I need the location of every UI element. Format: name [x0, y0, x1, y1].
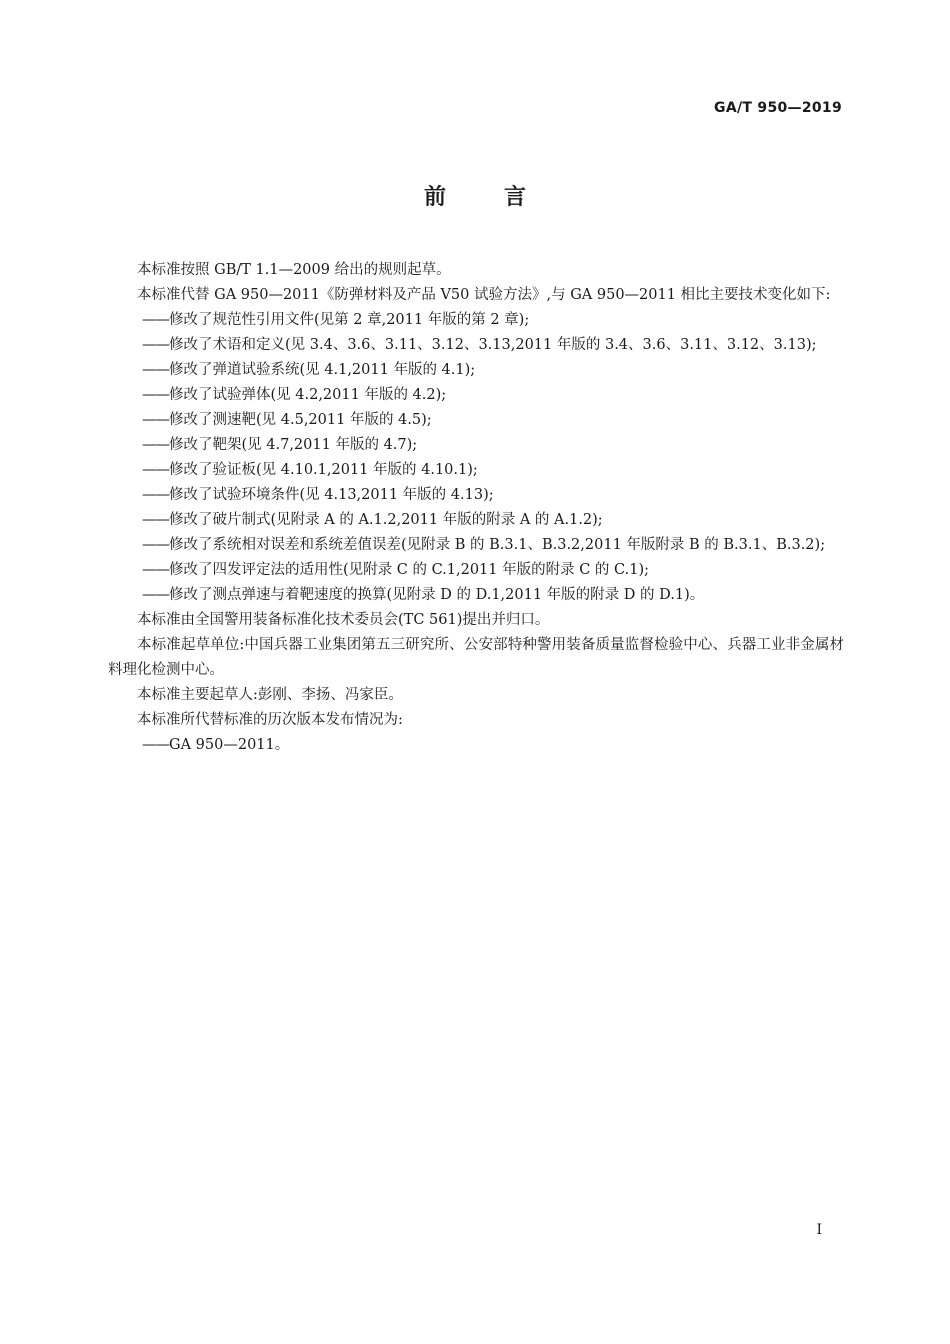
list-dash: —— [142, 387, 169, 403]
change-item-text: 修改了四发评定法的适用性(见附录 C 的 C.1,2011 年版的附录 C 的 C.1); [169, 562, 649, 578]
standard-number: GA/T 950—2019 [714, 100, 842, 116]
list-dash: —— [142, 437, 169, 453]
page-title [0, 180, 950, 211]
change-item-text: 修改了规范性引用文件(见第 2 章,2011 年版的第 2 章); [169, 312, 530, 328]
page-number: I [816, 1222, 822, 1238]
history-item [108, 733, 844, 758]
list-dash: —— [142, 412, 169, 428]
change-item-text: 修改了破片制式(见附录 A 的 A.1.2,2011 年版的附录 A 的 A.1.2); [169, 512, 603, 528]
list-dash: —— [142, 462, 169, 478]
change-item [108, 408, 844, 433]
list-dash: —— [142, 512, 169, 528]
list-dash: —— [142, 737, 169, 753]
list-dash: —— [142, 362, 169, 378]
change-item [108, 483, 844, 508]
change-item-text: 修改了试验弹体(见 4.2,2011 年版的 4.2); [169, 387, 447, 403]
title-char-2: 言 [504, 185, 527, 210]
title-char-1: 前 [423, 185, 446, 210]
change-item-text: 修改了验证板(见 4.10.1,2011 年版的 4.10.1); [169, 462, 478, 478]
change-item [108, 358, 844, 383]
change-item-text: 修改了弹道试验系统(见 4.1,2011 年版的 4.1); [169, 362, 476, 378]
closing-paragraph: 本标准所代替标准的历次版本发布情况为: [137, 712, 403, 728]
change-item-text: 修改了术语和定义(见 3.4、3.6、3.11、3.12、3.13,2011 年版的 3.4、3.6、3.11、3.12、3.13); [169, 337, 817, 353]
intro-paragraph: 本标准代替 GA 950—2011《防弹材料及产品 V50 试验方法》,与 GA 950—2011 相比主要技术变化如下: [137, 287, 831, 303]
list-dash: —— [142, 312, 169, 328]
change-item-text: 修改了系统相对误差和系统差值误差(见附录 B 的 B.3.1、B.3.2,2011 年版附录 B 的 B.3.1、B.3.2); [169, 537, 826, 553]
list-dash: —— [142, 587, 169, 603]
change-item [108, 308, 844, 333]
foreword-body [108, 258, 844, 758]
change-item [108, 383, 844, 408]
change-item-text: 修改了试验环境条件(见 4.13,2011 年版的 4.13); [169, 487, 494, 503]
change-item [108, 533, 844, 558]
change-item [108, 333, 844, 358]
list-dash: —— [142, 337, 169, 353]
change-item [108, 508, 844, 533]
change-item-text: 修改了测速靶(见 4.5,2011 年版的 4.5); [169, 412, 432, 428]
intro-paragraph: 本标准按照 GB/T 1.1—2009 给出的规则起草。 [137, 262, 451, 278]
list-dash: —— [142, 562, 169, 578]
closing-paragraph: 本标准由全国警用装备标准化技术委员会(TC 561)提出并归口。 [137, 612, 550, 628]
closing-paragraph: 本标准起草单位:中国兵器工业集团第五三研究所、公安部特种警用装备质量监督检验中心、兵器工业非金属材料理化检测中心。 [108, 637, 844, 678]
history-item-text: GA 950—2011。 [169, 737, 290, 753]
change-item [108, 583, 844, 608]
change-item [108, 558, 844, 583]
change-item [108, 433, 844, 458]
closing-paragraph: 本标准主要起草人:彭刚、李扬、冯家臣。 [137, 687, 403, 703]
change-item-text: 修改了测点弹速与着靶速度的换算(见附录 D 的 D.1,2011 年版的附录 D 的 D.1)。 [169, 587, 705, 603]
list-dash: —— [142, 537, 169, 553]
change-item-text: 修改了靶架(见 4.7,2011 年版的 4.7); [169, 437, 418, 453]
list-dash: —— [142, 487, 169, 503]
change-item [108, 458, 844, 483]
